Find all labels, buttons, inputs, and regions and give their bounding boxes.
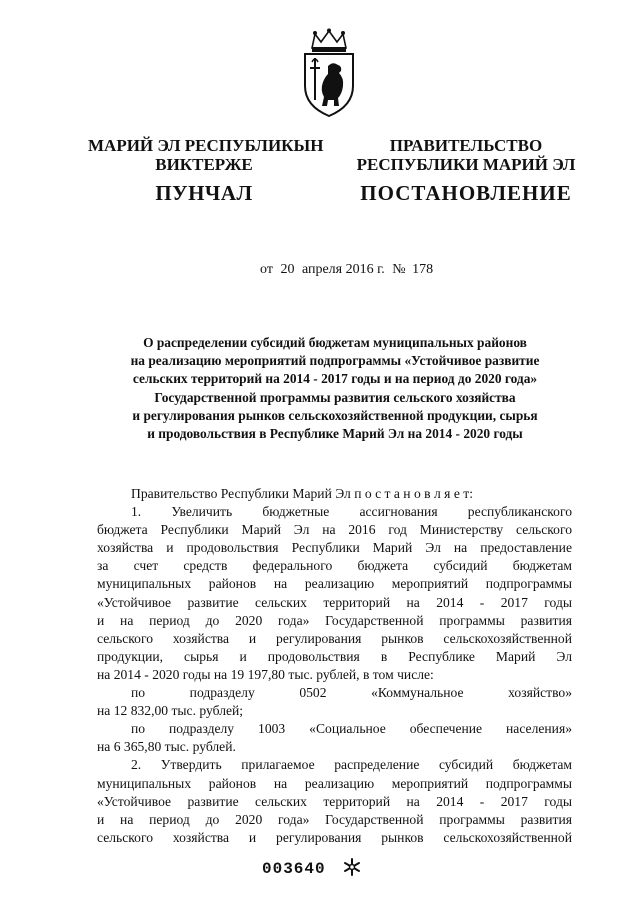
title-line: Государственной программы развития сельского хозяйства bbox=[154, 389, 516, 405]
title-line: и регулирования рынков сельскохозяйственной продукции, сырья bbox=[132, 407, 538, 423]
title-line: на реализацию мероприятий подпрограммы «Устойчивое развитие bbox=[130, 353, 540, 369]
header-mari-line1: МАРИЙ ЭЛ РЕСПУБЛИКЫН bbox=[88, 136, 324, 155]
body-line: сельского хозяйства и регулирования рынков сельскохозяйственной bbox=[97, 829, 572, 845]
body-line: 2. Утвердить прилагаемое распределение субсидий бюджетам bbox=[131, 757, 572, 773]
body-line: 1. Увеличить бюджетные ассигнования республиканского bbox=[131, 504, 572, 520]
body-line: на 12 832,00 тыс. рублей; bbox=[97, 703, 244, 719]
header-russian-line2: РЕСПУБЛИКИ МАРИЙ ЭЛ bbox=[356, 155, 576, 174]
title-line: и продовольствия в Республике Марий Эл на 2014 - 2020 годы bbox=[147, 426, 523, 442]
header-russian-title: ПОСТАНОВЛЕНИЕ bbox=[360, 181, 572, 205]
body-line: хозяйства и продовольствия Республики Марий Эл на предоставление bbox=[97, 540, 572, 556]
title-line: сельских территорий на 2014 - 2017 годы и на период до 2020 года» bbox=[132, 371, 538, 387]
asterisk-mark-icon bbox=[342, 857, 362, 877]
body-line: и на период до 2020 года» Государственной программы развития bbox=[97, 811, 572, 827]
document-number: 178 bbox=[412, 262, 434, 277]
serial-number: 003640 bbox=[262, 860, 326, 878]
header-mari-line2: ВИКТЕРЖЕ bbox=[155, 155, 253, 174]
body-line: сельского хозяйства и регулирования рынков сельскохозяйственной bbox=[97, 630, 572, 646]
header-russian bbox=[350, 136, 582, 203]
header-russian-line1: ПРАВИТЕЛЬСТВО bbox=[389, 136, 543, 155]
document-body bbox=[97, 485, 572, 847]
body-line: и на период до 2020 года» Государственной программы развития bbox=[97, 612, 572, 628]
body-line: продукции, сырья и продовольствия в Республике Марий Эл bbox=[97, 648, 572, 664]
date-day: 20 bbox=[280, 262, 295, 277]
body-line: за счет средств федерального бюджета субсидий бюджетам bbox=[97, 558, 572, 574]
date-line bbox=[260, 262, 433, 278]
body-line: «Устойчивое развитие сельских территорий на 2014 - 2017 годы bbox=[97, 594, 572, 610]
coat-of-arms-icon bbox=[298, 28, 360, 118]
header-mari-title: ПУНЧАЛ bbox=[155, 181, 253, 205]
body-line: муниципальных районов на реализацию мероприятий подпрограммы bbox=[97, 775, 572, 791]
body-line: бюджета Республики Марий Эл на 2016 год Министерству сельского bbox=[97, 522, 572, 538]
date-month-year: апреля 2016 г. bbox=[301, 262, 385, 277]
header-mari bbox=[88, 136, 324, 205]
document-title bbox=[95, 334, 575, 443]
body-line: Правительство Республики Марий Эл п о с т а н о в л я е т: bbox=[131, 486, 473, 501]
body-line: по подразделу 0502 «Коммунальное хозяйство» bbox=[131, 685, 572, 701]
date-prefix: от bbox=[260, 262, 273, 277]
body-line: по подразделу 1003 «Социальное обеспечение населения» bbox=[131, 721, 572, 737]
body-line: на 6 365,80 тыс. рублей. bbox=[97, 739, 236, 755]
title-line: О распределении субсидий бюджетам муниципальных районов bbox=[143, 335, 527, 350]
body-line: «Устойчивое развитие сельских территорий на 2014 - 2017 годы bbox=[97, 793, 572, 809]
number-sign: № bbox=[392, 262, 406, 277]
body-line: муниципальных районов на реализацию мероприятий подпрограммы bbox=[97, 576, 572, 592]
body-line: на 2014 - 2020 годы на 19 197,80 тыс. рублей, в том числе: bbox=[97, 666, 434, 682]
